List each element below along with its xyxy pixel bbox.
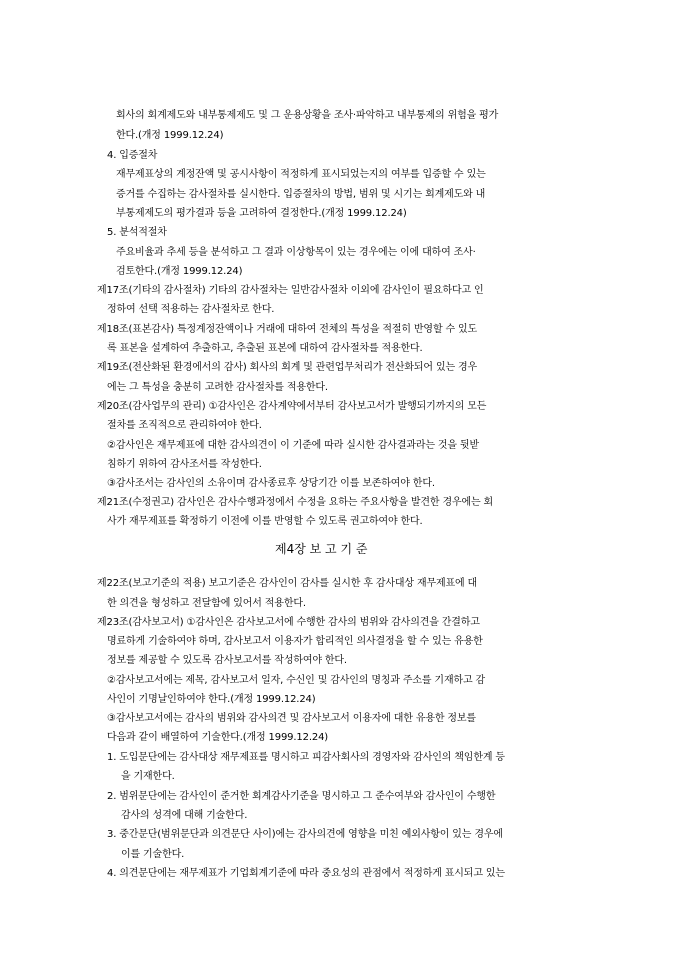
- article-line: 제21조(수정권고) 감사인은 감사수행과정에서 수정을 요하는 주요사항을 발견한 경우에는 회: [97, 497, 494, 508]
- list-item: 3. 중간문단(범위문단과 의견문단 사이)에는 감사의견에 영향을 미친 예외사항이 있는 경우에: [107, 829, 503, 840]
- list-item: 1. 도입문단에는 감사대상 재무제표를 명시하고 피감사회사의 경영자와 감사인의 책임한계 등: [107, 752, 505, 763]
- text-line: 한다.(개정 1999.12.24): [116, 130, 224, 141]
- text-line: 록 표본을 설계하여 추출하고, 추출된 표본에 대하여 감사절차를 적용한다.: [107, 343, 423, 354]
- text-line: 을 기재한다.: [121, 771, 175, 782]
- text-line: 침하기 위하여 감사조서를 작성한다.: [107, 459, 262, 470]
- text-line: 다음과 같이 배열하여 기술한다.(개정 1999.12.24): [107, 732, 329, 743]
- text-line: 회사의 회계제도와 내부통제제도 및 그 운용상황을 조사·파악하고 내부통제의 위험을 평가: [116, 110, 499, 121]
- list-item-heading: 5. 분석적절차: [107, 227, 167, 238]
- article-line: 제20조(감사업무의 관리) ①감사인은 감사계약에서부터 감사보고서가 발행되기까지의 모든: [97, 401, 487, 412]
- article-line: 제23조(감사보고서) ①감사인은 감사보고서에 수행한 감사의 범위와 감사의견을 간결하고: [97, 617, 480, 628]
- text-line: ③감사조서는 감사인의 소유이며 감사종료후 상당기간 이를 보존하여야 한다.: [107, 478, 435, 489]
- text-line: 사가 재무제표를 확정하기 이전에 이를 반영할 수 있도록 권고하여야 한다.: [107, 516, 423, 527]
- text-line: ②감사인은 재무제표에 대한 감사의견이 이 기준에 따라 실시한 감사결과라는 것을 뒷받: [107, 440, 479, 451]
- text-line: 에는 그 특성을 충분히 고려한 감사절차를 적용한다.: [107, 382, 328, 393]
- text-line: 재무제표상의 계정잔액 및 공시사항이 적정하게 표시되었는지의 여부를 입증할 수 있는: [116, 169, 486, 180]
- text-line: 정보를 제공할 수 있도록 감사보고서를 작성하여야 한다.: [107, 655, 347, 666]
- text-line: 한 의견을 형성하고 전달함에 있어서 적용한다.: [107, 598, 306, 609]
- text-line: 이를 기술한다.: [121, 849, 185, 860]
- text-line: 부통제제도의 평가결과 등을 고려하여 결정한다.(개정 1999.12.24): [116, 208, 407, 219]
- text-line: 검토한다.(개정 1999.12.24): [116, 266, 243, 277]
- list-item: 2. 범위문단에는 감사인이 준거한 회계감사기준을 명시하고 그 준수여부와 감사인이 수행한: [107, 791, 496, 802]
- text-line: 절차를 조직적으로 관리하여야 한다.: [107, 420, 262, 431]
- text-line: 감사의 성격에 대해 기술한다.: [121, 810, 248, 821]
- text-line: 정하여 선택 적용하는 감사절차로 한다.: [107, 304, 275, 315]
- list-item-heading: 4. 입증절차: [107, 150, 158, 161]
- chapter-heading: 제4장 보 고 기 준: [275, 542, 368, 556]
- text-line: 주요비율과 추세 등을 분석하고 그 결과 이상항목이 있는 경우에는 이에 대하여 조사·: [116, 247, 476, 258]
- list-item: 4. 의견문단에는 재무제표가 기업회계기준에 따라 중요성의 관점에서 적정하게 표시되고 있는: [107, 868, 505, 879]
- text-line: ③감사보고서에는 감사의 범위와 감사의견 및 감사보고서 이용자에 대한 유용한 정보를: [107, 713, 476, 724]
- article-line: 제19조(전산화된 환경에서의 감사) 회사의 회계 및 관련업무처리가 전산화되어 있는 경우: [97, 362, 478, 373]
- article-line: 제18조(표본감사) 특정계정잔액이나 거래에 대하여 전체의 특성을 적절히 반영할 수 있도: [97, 324, 478, 335]
- text-line: 명료하게 기술하여야 하며, 감사보고서 이용자가 합리적인 의사결정을 할 수 있는 유용한: [107, 636, 483, 647]
- article-line: 제22조(보고기준의 적용) 보고기준은 감사인이 감사를 실시한 후 감사대상 재무제표에 대: [97, 578, 478, 589]
- text-line: 증거를 수집하는 감사절차를 실시한다. 입증절차의 방법, 범위 및 시기는 회계제도와 내: [116, 189, 486, 200]
- text-line: ②감사보고서에는 제목, 감사보고서 일자, 수신인 및 감사인의 명칭과 주소를 기재하고 감: [107, 675, 486, 686]
- article-line: 제17조(기타의 감사절차) 기타의 감사절차는 일반감사절차 이외에 감사인이 필요하다고 인: [97, 285, 484, 296]
- text-line: 사인이 기명날인하여야 한다.(개정 1999.12.24): [107, 694, 316, 705]
